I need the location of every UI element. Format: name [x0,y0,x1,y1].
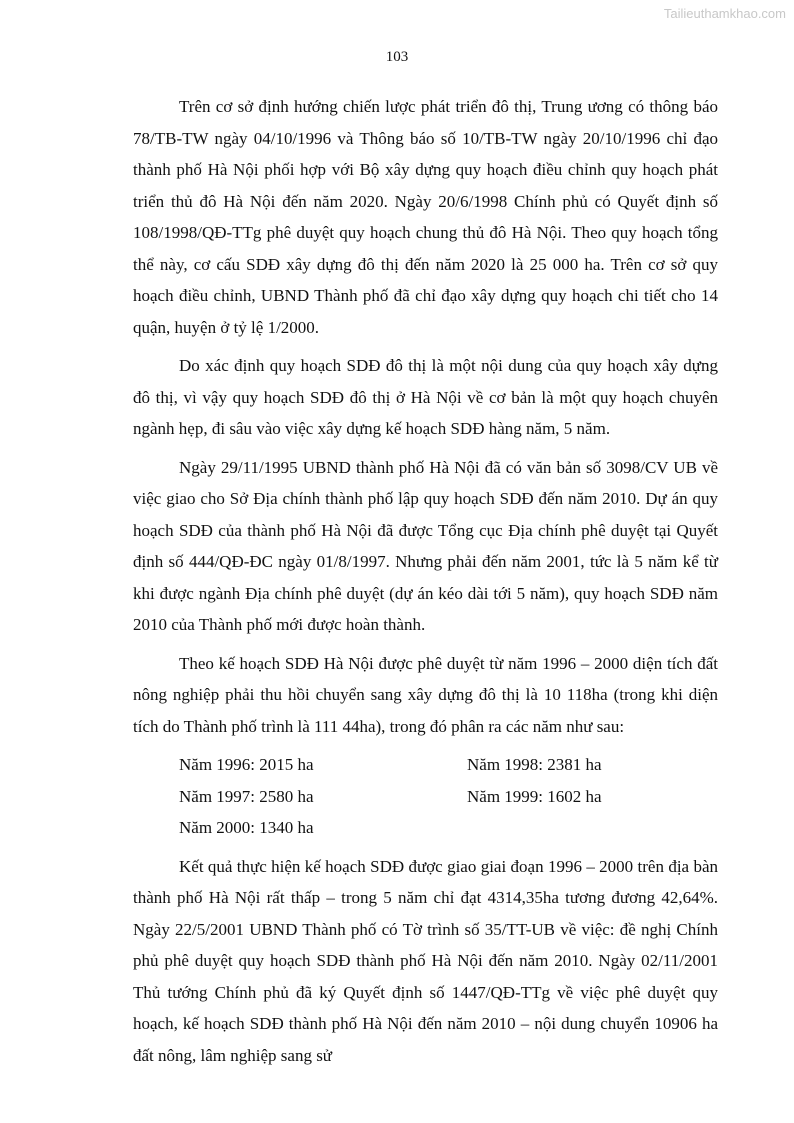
paragraph-1: Trên cơ sở định hướng chiến lược phát triển đô thị, Trung ương có thông báo 78/TB-TW ngày 04/10/1996 và Thông báo số 10/TB-TW ngày 20/10/1996 chỉ đạo thành phố Hà Nội phối hợp với Bộ xây dựng quy hoạch điều chỉnh quy hoạch phát triển thủ đô Hà Nội đến năm 2020. Ngày 20/6/1998 Chính phủ có Quyết định số 108/1998/QĐ-TTg phê duyệt quy hoạch chung thủ đô Hà Nội. Theo quy hoạch tổng thể này, cơ cấu SDĐ xây dựng đô thị đến năm 2020 là 25 000 ha. Trên cơ sở quy hoạch điều chỉnh, UBND Thành phố đã chỉ đạo xây dựng quy hoạch chi tiết cho 14 quận, huyện ở tỷ lệ 1/2000. [133,97,718,337]
year-item-1998: Năm 1998: 2381 ha [467,755,602,774]
year-item-2000: Năm 2000: 1340 ha [179,818,314,837]
year-list [133,749,718,844]
watermark: Tailieuthamkhao.com [663,6,786,21]
paragraph-5: Kết quả thực hiện kế hoạch SDĐ được giao giai đoạn 1996 – 2000 trên địa bàn thành phố Hà Nội rất thấp – trong 5 năm chỉ đạt 4314,35ha tương đương 42,64%. Ngày 22/5/2001 UBND Thành phố có Tờ trình số 35/TT-UB về việc: đề nghị Chính phủ phê duyệt quy hoạch SDĐ thành phố Hà Nội đến năm 2010. Ngày 02/11/2001 Thủ tướng Chính phủ đã ký Quyết định số 1447/QĐ-TTg về việc phê duyệt quy hoạch, kế hoạch SDĐ thành phố Hà Nội đến năm 2010 – nội dung chuyển 10906 ha đất nông, lâm nghiệp sang sử [133,856,718,1065]
paragraph-2: Do xác định quy hoạch SDĐ đô thị là một nội dung của quy hoạch xây dựng đô thị, vì vậy quy hoạch SDĐ đô thị ở Hà Nội về cơ bản là một quy hoạch chuyên ngành hẹp, đi sâu vào việc xây dựng kế hoạch SDĐ hàng năm, 5 năm. [133,356,718,438]
page-number: 103 [385,49,409,65]
paragraph-3: Ngày 29/11/1995 UBND thành phố Hà Nội đã có văn bản số 3098/CV UB về việc giao cho Sở Địa chính thành phố lập quy hoạch SDĐ đến năm 2010. Dự án quy hoạch SDĐ của thành phố Hà Nội đã được Tổng cục Địa chính phê duyệt tại Quyết định số 444/QĐ-ĐC ngày 01/8/1997. Nhưng phải đến năm 2001, tức là 5 năm kể từ khi được ngành Địa chính phê duyệt (dự án kéo dài tới 5 năm), quy hoạch SDĐ năm 2010 của Thành phố mới được hoàn thành. [133,457,718,634]
year-item-1997: Năm 1997: 2580 ha [179,786,314,806]
paragraph-4: Theo kế hoạch SDĐ Hà Nội được phê duyệt từ năm 1996 – 2000 diện tích đất nông nghiệp phải thu hồi chuyển sang xây dựng đô thị là 10 118ha (trong khi diện tích do Thành phố trình là 111 44ha), trong đó phân ra các năm như sau: [133,653,718,736]
year-item-1996: Năm 1996: 2015 ha [179,755,314,774]
year-item-1999: Năm 1999: 1602 ha [467,786,602,806]
document-body [133,91,718,1078]
